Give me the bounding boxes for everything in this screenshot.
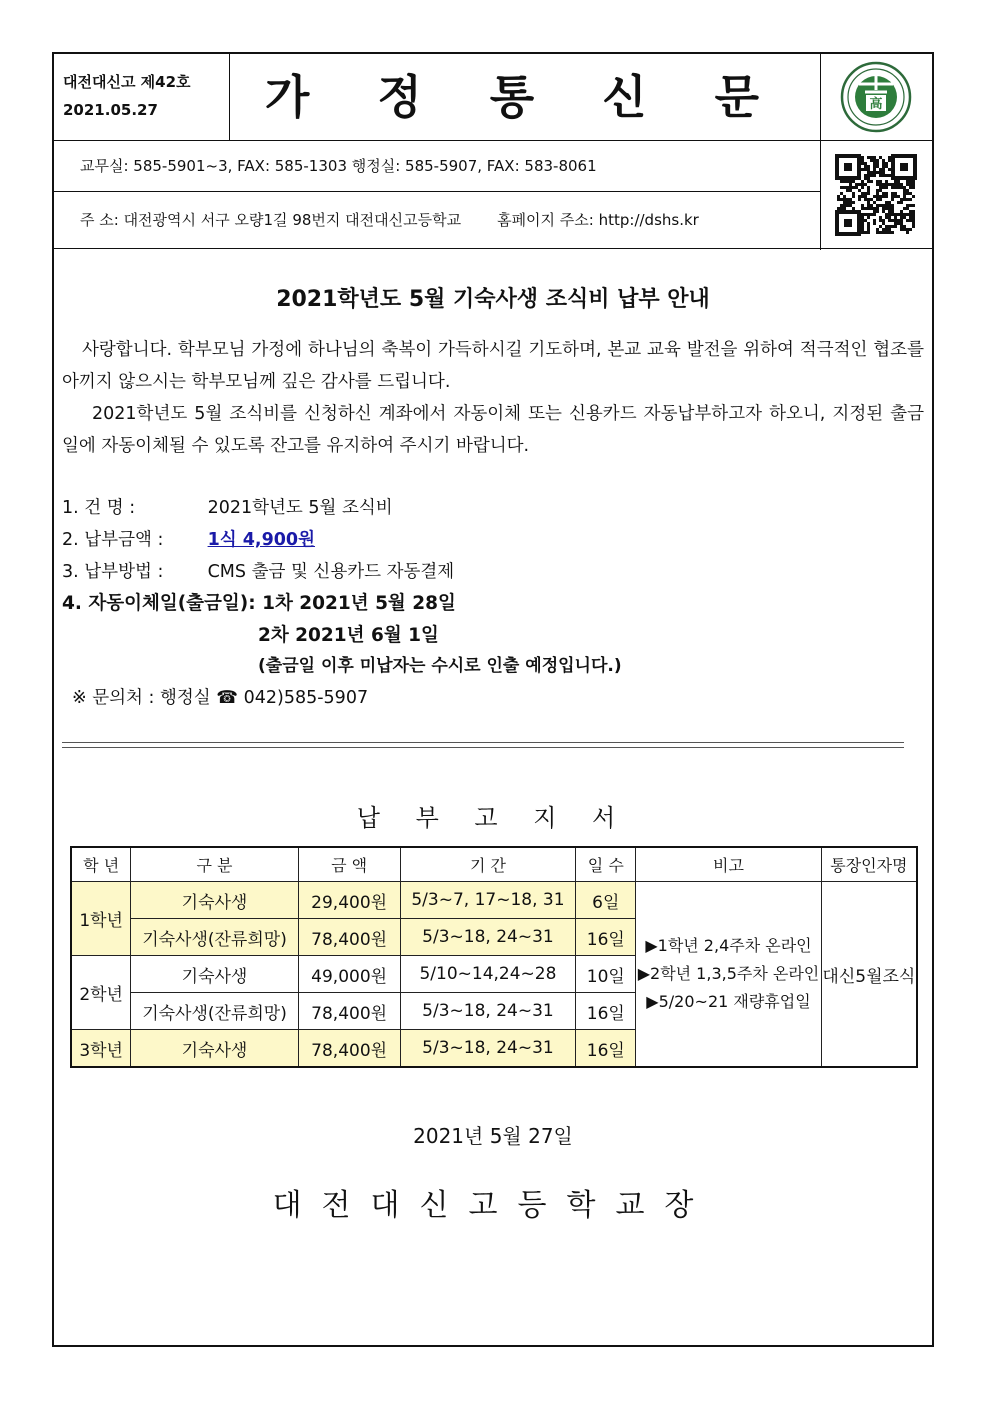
remarks-cell [636,882,822,1068]
item-method [62,556,924,588]
item-method-value: CMS 출금 및 신용카드 자동결제 [207,562,455,582]
header-remarks: 비고 [636,847,822,882]
period-cell: 5/3~18, 24~31 [400,919,576,956]
grade-3-cell: 3학년 [71,1030,131,1068]
amount-cell: 49,000원 [298,956,400,993]
issue-date: 2021.05.27 [63,101,158,119]
header-divider [54,248,932,249]
logo-column [820,54,932,250]
type-cell: 기숙사생 [131,1030,298,1068]
item-transfer-date [62,588,924,620]
item-transfer-label: 4. 자동이체일(출금일): [62,593,256,614]
notice-items [62,492,924,714]
account-name-cell: 대신5월조식 [821,882,917,1068]
qr-code-icon [821,144,931,252]
signature-school: 대전대신고등학교장 [272,1188,714,1223]
period-cell: 5/3~18, 24~31 [400,993,576,1030]
days-cell: 6일 [576,882,636,919]
notice-title: 2021학년도 5월 기숙사생 조식비 납부 안내 [276,287,710,312]
item-transfer-date-2 [62,620,924,652]
homepage-link[interactable]: 홈페이지 주소: http://dshs.kr [497,211,699,229]
header-days: 일 수 [576,847,636,882]
transfer-note: (출금일 이후 미납자는 수시로 인출 예정입니다.) [258,656,622,676]
item-method-label: 3. 납부방법 : [62,562,164,582]
header-type: 구 분 [131,847,298,882]
remark-line: ▶5/20~21 재량휴업일 [646,992,811,1011]
amount-cell: 78,400원 [298,919,400,956]
masthead-title: 가 정 통 신 문 [264,70,786,124]
header-top-row [54,54,932,141]
type-cell: 기숙사생 [131,956,298,993]
school-emblem-icon [821,54,931,140]
item-name-label: 1. 건 명 : [62,498,136,518]
greeting-paragraph: 사랑합니다. 학부모님 가정에 하나님의 축복이 가득하시길 기도하며, 본교 교육 발전을 위하여 적극적인 협조를 아끼지 않으시는 학부모님께 깊은 감사를 드립니다. [62,340,924,392]
table-row [71,882,917,919]
days-cell: 16일 [576,1030,636,1068]
grade-2-cell: 2학년 [71,956,131,1030]
address-row [54,192,820,248]
item-amount-value: 1식 4,900원 [207,530,316,550]
issue-box [54,54,230,140]
amount-cell: 29,400원 [298,882,400,919]
bill-title: 납 부 고 지 서 [356,804,630,832]
item-name-value: 2021학년도 5월 조식비 [207,498,393,518]
header-amount: 금 액 [298,847,400,882]
remark-line: ▶1학년 2,4주차 온라인 [645,936,812,955]
inquiry-contact: ※ 문의처 : 행정실 ☎ 042)585-5907 [72,688,369,708]
days-cell: 16일 [576,993,636,1030]
type-cell: 기숙사생(잔류희망) [131,993,298,1030]
page-frame [52,52,934,1347]
contact-row: 교무실: 585-5901~3, FAX: 585-1303 행정실: 585-5907, FAX: 583-8061 [54,140,820,192]
transfer-date-2: 2차 2021년 6월 1일 [258,625,439,646]
header-grade: 학 년 [71,847,131,882]
item-name [62,492,924,524]
item-amount [62,524,924,556]
transfer-date-1: 1차 2021년 5월 28일 [262,593,456,614]
amount-cell: 78,400원 [298,1030,400,1068]
bill-table [70,846,918,1068]
emblem-text: 高 [869,97,883,112]
remark-line: ▶2학년 1,3,5주차 온라인 [637,964,820,983]
signature-date: 2021년 5월 27일 [413,1124,573,1148]
period-cell: 5/3~7, 17~18, 31 [400,882,576,919]
address-text: 주 소: 대전광역시 서구 오량1길 98번지 대전대신고등학교 [80,211,462,229]
grade-1-cell: 1학년 [71,882,131,956]
days-cell: 10일 [576,956,636,993]
type-cell: 기숙사생(잔류희망) [131,919,298,956]
period-cell: 5/10~14,24~28 [400,956,576,993]
amount-cell: 78,400원 [298,993,400,1030]
issue-number: 대전대신고 제42호 [63,73,191,91]
payment-paragraph: 2021학년도 5월 조식비를 신청하신 계좌에서 자동이체 또는 신용카드 자동납부하고자 하오니, 지정된 출금일에 자동이체될 수 있도록 잔고를 유지하여 주시기 바랍니다. [62,404,924,456]
header-account-name: 통장인자명 [821,847,917,882]
double-divider [62,742,904,748]
item-transfer-note [62,652,924,682]
days-cell: 16일 [576,919,636,956]
type-cell: 기숙사생 [131,882,298,919]
header-period: 기 간 [400,847,576,882]
bill-header-row [71,847,917,882]
item-amount-label: 2. 납부금액 : [62,530,164,550]
period-cell: 5/3~18, 24~31 [400,1030,576,1068]
